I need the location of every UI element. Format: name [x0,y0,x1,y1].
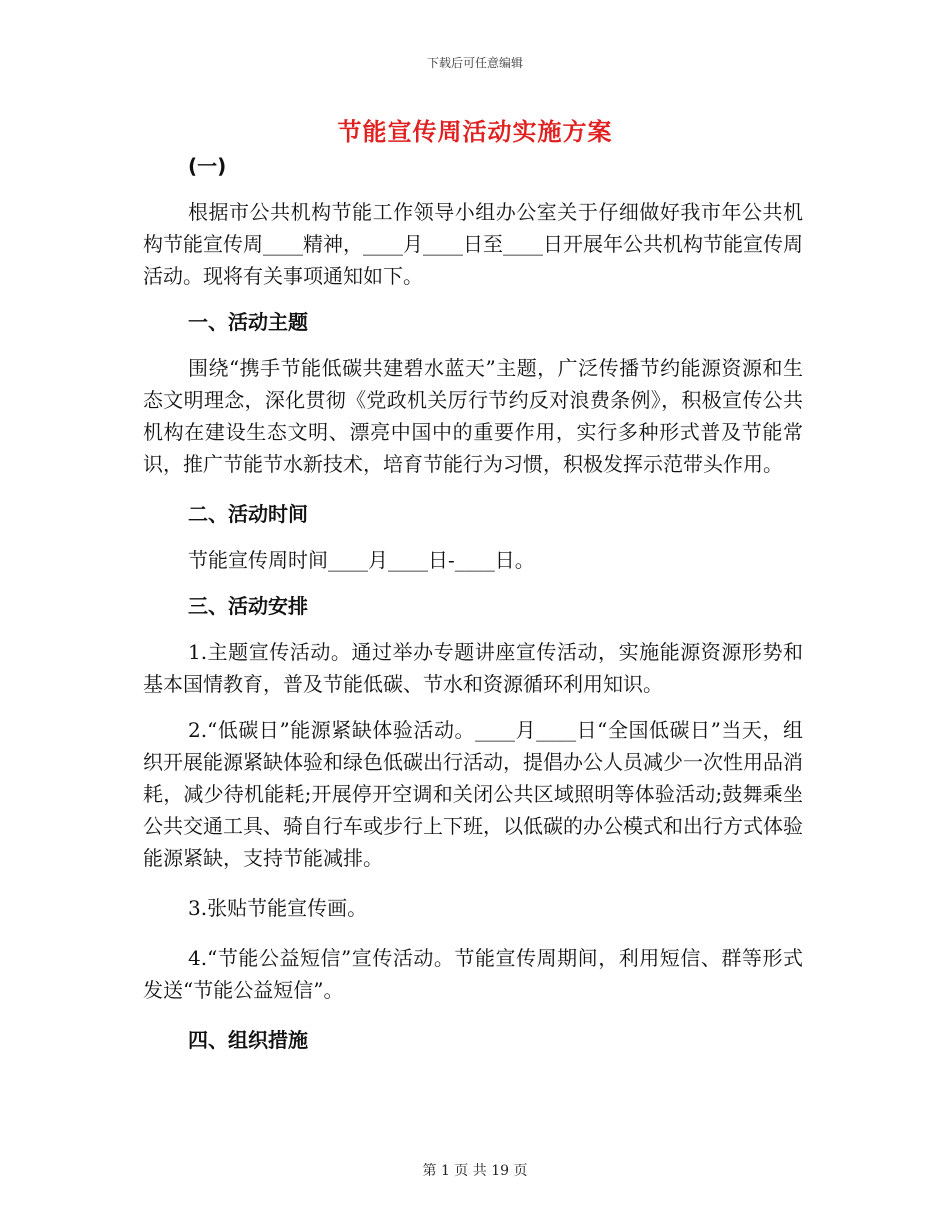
document-title: 节能宣传周活动实施方案 [337,118,613,146]
arrangement-item-3: 3.张贴节能宣传画。 [188,896,368,920]
section-label: (一) [188,154,227,178]
document-body [143,150,803,1056]
arrangement-item-2: 2.“低碳日”能源紧缺体验活动。____月____日“全国低碳日”当天，组织开展能源紧缺体验和绿色低碳出行活动，提倡办公人员减少一次性用品消耗，减少待机能耗;开展停开空调和关闭公共区域照明等体验活动;鼓舞乘坐公共交通工具、骑自行车或步行上下班，以低碳的办公模式和出行方式体验能源紧缺，支持节能减排。 [143,718,803,870]
heading-theme: 一、活动主题 [188,310,308,334]
page-footer: 第 1 页 共 19 页 [422,1163,528,1179]
intro-paragraph: 根据市公共机构节能工作领导小组办公室关于仔细做好我市年公共机构节能宣传周____精神，____月____日至____日开展年公共机构节能宣传周活动。现将有关事项通知如下。 [143,200,803,288]
arrangement-item-1: 1.主题宣传活动。通过举办专题讲座宣传活动，实施能源资源形势和基本国情教育，普及节能低碳、节水和资源循环利用知识。 [143,640,803,696]
time-paragraph: 节能宣传周时间____月____日-____日。 [188,548,535,572]
heading-time: 二、活动时间 [188,502,308,526]
header-note: 下载后可任意编辑 [426,56,523,70]
heading-arrangement: 三、活动安排 [188,594,308,618]
arrangement-item-4: 4.“节能公益短信”宣传活动。节能宣传周期间，利用短信、群等形式发送“节能公益短信”。 [143,946,803,1002]
theme-paragraph: 围绕“携手节能低碳共建碧水蓝天”主题，广泛传播节约能源资源和生态文明理念，深化贯彻《党政机关厉行节约反对浪费条例》，积极宣传公共机构在建设生态文明、漂亮中国中的重要作用，实行多种形式普及节能常识，推广节能节水新技术，培育节能行为习惯，积极发挥示范带头作用。 [143,356,803,476]
heading-measures: 四、组织措施 [188,1028,308,1052]
